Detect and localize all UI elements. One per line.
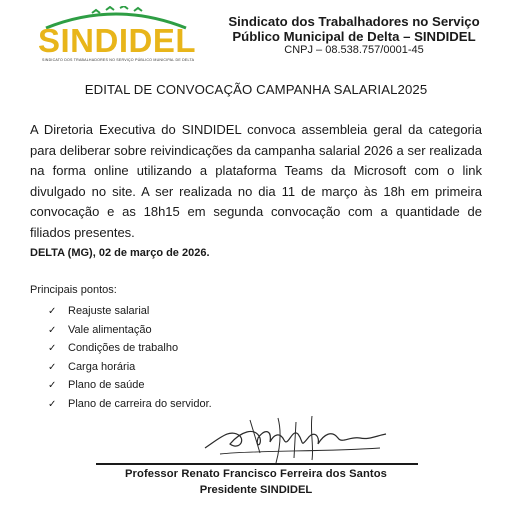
logo-subtext: SINDICATO DOS TRABALHADORES NO SERVIÇO PÚBLICO MUNICIPAL DE DELTA (42, 58, 195, 62)
point-text: Carga horária (68, 360, 136, 373)
organization-name-line1: Sindicato dos Trabalhadores no Serviço (228, 14, 480, 29)
letterhead (0, 0, 512, 70)
list-item (48, 395, 212, 414)
check-icon: ✓ (48, 324, 57, 336)
document-title: EDITAL DE CONVOCAÇÃO CAMPANHA SALARIAL2025 (84, 82, 428, 97)
list-item (48, 321, 212, 340)
list-item (48, 302, 212, 321)
check-icon: ✓ (48, 398, 57, 410)
points-list (48, 302, 212, 414)
check-icon: ✓ (48, 361, 57, 373)
signer-role: Presidente SINDIDEL (199, 484, 313, 496)
check-icon: ✓ (48, 343, 57, 355)
point-text: Plano de carreira do servidor. (68, 397, 212, 410)
signer-name: Professor Renato Francisco Ferreira dos Santos (125, 468, 387, 480)
sindidel-logo (36, 6, 196, 64)
signature-line (96, 463, 418, 465)
point-text: Condições de trabalho (68, 342, 179, 355)
organization-cnpj: CNPJ – 08.538.757/0001-45 (284, 44, 424, 56)
point-text: Reajuste salarial (68, 305, 150, 317)
check-icon: ✓ (48, 306, 57, 317)
handwritten-signature (200, 408, 390, 468)
list-item (48, 358, 212, 377)
point-text: Vale alimentação (68, 323, 152, 336)
logo-wordmark: SINDIDEL (38, 22, 197, 59)
point-text: Plano de saúde (68, 379, 145, 392)
organization-name (204, 14, 504, 44)
list-item (48, 376, 212, 395)
list-item (48, 339, 212, 358)
date-line: DELTA (MG), 02 de março de 2026. (30, 247, 210, 259)
points-label: Principais pontos: (30, 284, 117, 296)
organization-name-line2: Público Municipal de Delta – SINDIDEL (232, 29, 476, 44)
convocation-paragraph: A Diretoria Executiva do SINDIDEL convoca assembleia geral da categoria para deliberar sobre reivindicações da campanha salarial 2026 a ser realizada na forma online utilizando a plataforma Teams da Microsoft com o link divulgado no site. A ser realizada no dia 11 de março às 18h em primeira convocação e as 18h15 em segunda convocação com a quantidade de filiados presentes. (30, 122, 482, 240)
check-icon: ✓ (48, 380, 57, 392)
